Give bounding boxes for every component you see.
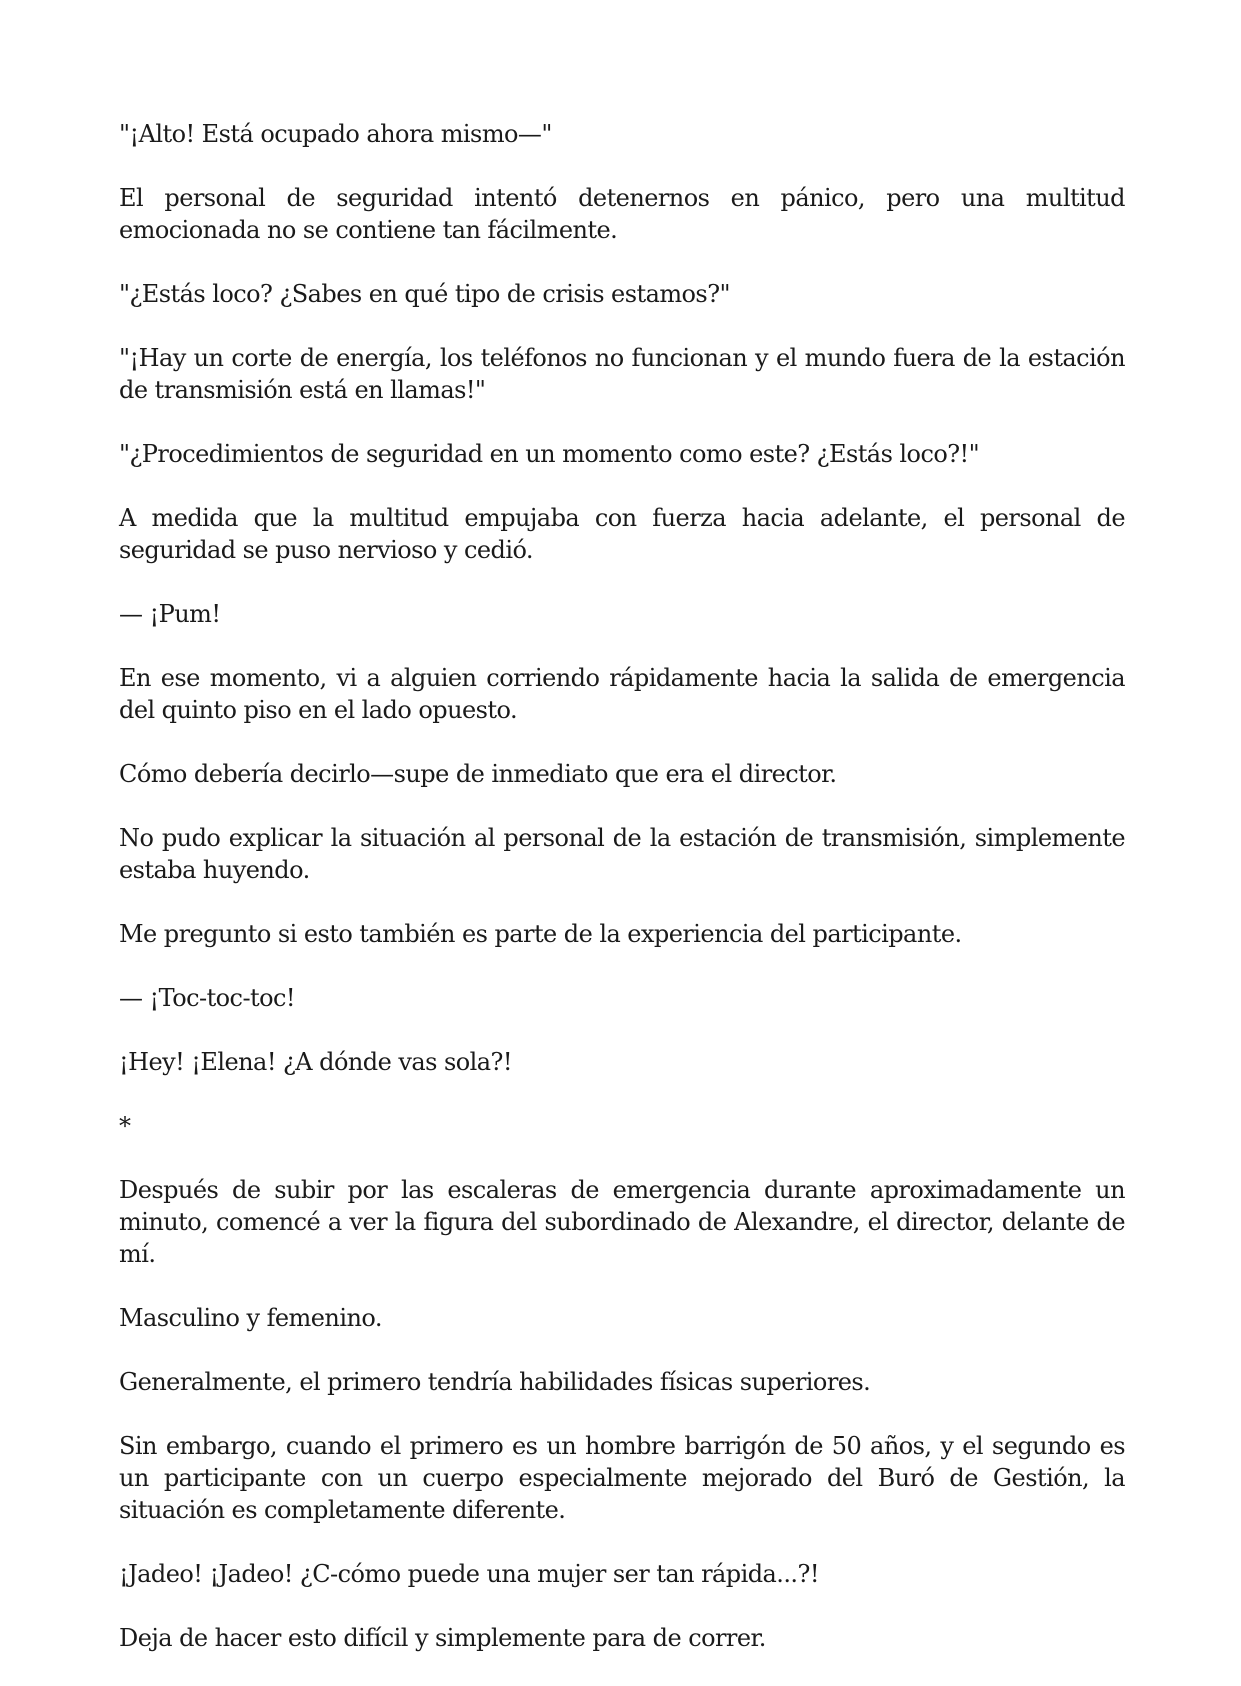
- paragraph: A medida que la multitud empujaba con fuerza hacia adelante, el personal de seguridad se puso nervioso y cedió.: [119, 504, 1125, 564]
- paragraph: "¡Hay un corte de energía, los teléfonos no funcionan y el mundo fuera de la estación de transmisión está en llamas!": [119, 344, 1125, 404]
- paragraph: Cómo debería decirlo—supe de inmediato que era el director.: [119, 760, 837, 788]
- paragraph: En ese momento, vi a alguien corriendo rápidamente hacia la salida de emergencia del quinto piso en el lado opuesto.: [119, 664, 1125, 724]
- paragraph: Después de subir por las escaleras de emergencia durante aproximadamente un minuto, comencé a ver la figura del subordinado de Alexandre, el director, delante de mí.: [119, 1176, 1125, 1268]
- paragraph: Generalmente, el primero tendría habilidades físicas superiores.: [119, 1368, 871, 1396]
- paragraph: "¡Alto! Está ocupado ahora mismo—": [119, 120, 552, 148]
- document-body: [119, 118, 1125, 1686]
- paragraph: No pudo explicar la situación al personal de la estación de transmisión, simplemente estaba huyendo.: [119, 824, 1125, 884]
- paragraph: "¿Procedimientos de seguridad en un momento como este? ¿Estás loco?!": [119, 440, 980, 468]
- paragraph: El personal de seguridad intentó detenernos en pánico, pero una multitud emocionada no se contiene tan fácilmente.: [119, 184, 1125, 244]
- scene-break: *: [119, 1112, 131, 1140]
- paragraph: Masculino y femenino.: [119, 1304, 382, 1332]
- paragraph: Me pregunto si esto también es parte de la experiencia del participante.: [119, 920, 962, 948]
- paragraph: Deja de hacer esto difícil y simplemente para de correr.: [119, 1624, 766, 1652]
- paragraph: — ¡Toc-toc-toc!: [119, 984, 295, 1012]
- paragraph: — ¡Pum!: [119, 600, 221, 628]
- paragraph: ¡Jadeo! ¡Jadeo! ¿C-cómo puede una mujer ser tan rápida...?!: [119, 1560, 819, 1588]
- paragraph: ¡Hey! ¡Elena! ¿A dónde vas sola?!: [119, 1048, 512, 1076]
- paragraph: "¿Estás loco? ¿Sabes en qué tipo de crisis estamos?": [119, 280, 731, 308]
- paragraph: Sin embargo, cuando el primero es un hombre barrigón de 50 años, y el segundo es un participante con un cuerpo especialmente mejorado del Buró de Gestión, la situación es completamente diferente.: [119, 1432, 1125, 1524]
